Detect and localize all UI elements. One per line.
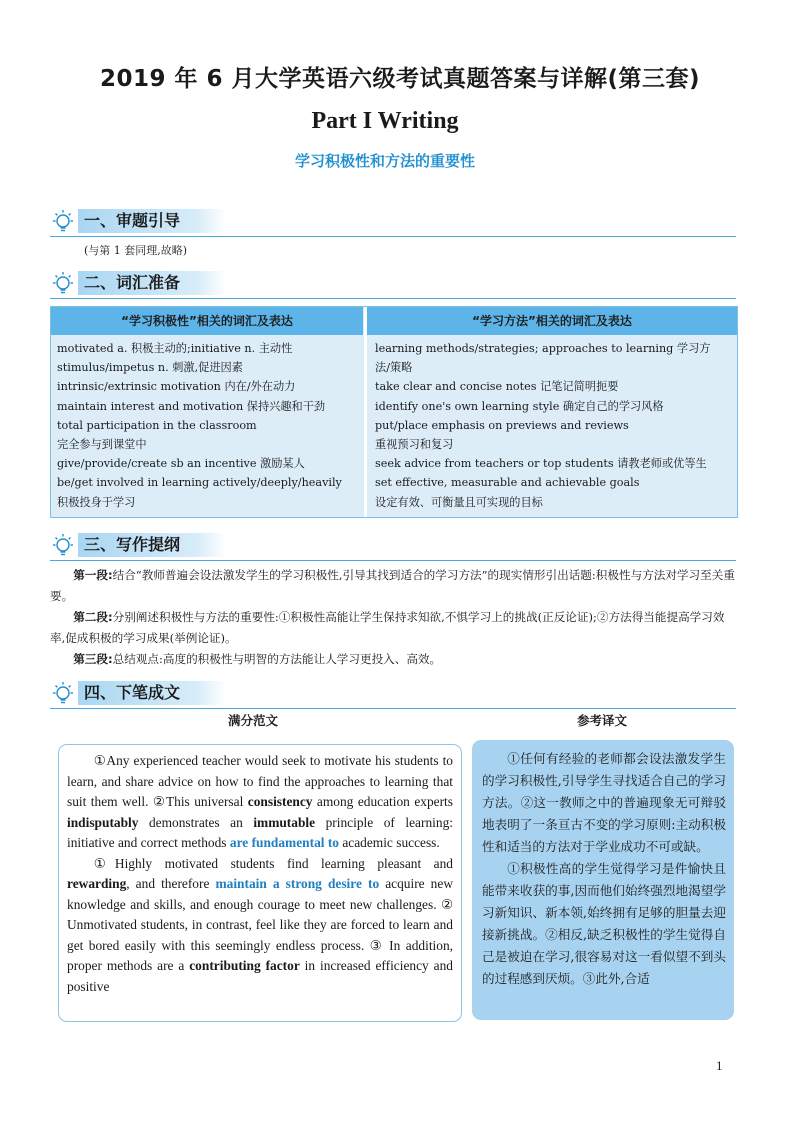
- vocab-line: take clear and concise notes 记笔记简明扼要: [375, 380, 619, 394]
- vocab-header-left: “学习积极性”相关的词汇及表达: [51, 307, 363, 335]
- section-note: (与第 1 套同理,故略): [84, 244, 188, 257]
- outline-label: 第一段:: [73, 568, 113, 582]
- section-title-3: 三、写作提纲: [78, 533, 226, 557]
- translation-text: [482, 748, 726, 990]
- vocab-line: seek advice from teachers or top students 请教老师或优等生: [375, 457, 707, 471]
- outline-paragraph: [50, 607, 736, 649]
- part-title: Part I Writing: [311, 108, 459, 134]
- vocab-line: motivated a. 积极主动的;initiative n. 主动性: [57, 342, 293, 355]
- section-title-2: 二、词汇准备: [78, 271, 226, 295]
- page-number: 1: [716, 1058, 723, 1073]
- vocab-line: put/place emphasis on previews and reviews: [375, 418, 629, 432]
- section-header-2: [50, 270, 736, 299]
- outline-label: 第三段:: [73, 652, 113, 666]
- outline-paragraph: [50, 565, 736, 607]
- outline-text: 分别阐述积极性与方法的重要性:①积极性高能让学生保持求知欲,不惧学习上的挑战(正反论证);②方法得当能提高学习效率,促成积极的学习成果(举例论证)。: [50, 610, 725, 645]
- section-header-1: [50, 208, 736, 237]
- lightbulb-icon: [50, 270, 76, 298]
- vocab-line: identify one's own learning style 确定自己的学习风格: [375, 399, 664, 413]
- lightbulb-icon: [50, 680, 76, 708]
- vocab-line: 重视预习和复习: [375, 438, 454, 452]
- model-essay-text: [67, 751, 453, 997]
- section-title-1: 一、审题引导: [78, 209, 226, 233]
- vocab-line: learning methods/strategies; approaches to learning 学习方: [375, 342, 711, 355]
- vocab-line: 完全参与到课堂中: [57, 438, 147, 452]
- model-essay-label: 满分范文: [228, 713, 279, 728]
- topic-title: 学习积极性和方法的重要性: [294, 152, 475, 170]
- section-header-4: [50, 680, 736, 709]
- vocab-line: 设定有效、可衡量且可实现的目标: [375, 495, 543, 509]
- essay-paragraph: ①Highly motivated students find learning pleasant and rewarding, and therefore maintain a strong desire to acquire new knowledge and skills, and enough courage to meet new challenges. ② Unmotivated students, in contrast, feel like they are forced to learn and get bored easily with this seemingly endless process. ③ In addition, proper methods are a contributing factor in increased efficiency and positive: [67, 855, 453, 994]
- outline-text: 结合“教师普遍会设法激发学生的学习积极性,引导其找到适合的学习方法”的现实情形引出话题:积极性与方法对学习至关重要。: [50, 568, 735, 603]
- vocab-line: 积极投身于学习: [57, 495, 136, 509]
- vocab-column-left: [57, 339, 357, 512]
- vocab-line: set effective, measurable and achievable goals: [375, 476, 640, 490]
- lightbulb-icon: [50, 208, 76, 236]
- vocab-line: stimulus/impetus n. 刺激,促进因素: [57, 361, 243, 375]
- vocab-line: intrinsic/extrinsic motivation 内在/外在动力: [57, 380, 296, 394]
- vocab-line: total participation in the classroom: [57, 418, 257, 432]
- translation-box: [472, 740, 734, 1020]
- vocab-column-right: [375, 339, 731, 512]
- section-title-4: 四、下笔成文: [78, 681, 226, 705]
- vocab-line: give/provide/create sb an incentive 激励某人: [57, 457, 305, 471]
- translation-paragraph: ①积极性高的学生觉得学习是件愉快且能带来收获的事,因而他们始终强烈地渴望学习新知识、新本领,始终拥有足够的胆量去迎接新挑战。②相反,缺乏积极性的学生觉得自己是被迫在学习,很容易对这一看似望不到头的过程感到厌烦。③此外,合适: [482, 861, 726, 986]
- outline-paragraph: [50, 649, 736, 670]
- translation-label: 参考译文: [577, 713, 628, 728]
- essay-paragraph: ①Any experienced teacher would seek to motivate his students to learn, and share advice on how to find the approaches to learning that suit them well. ②This universal consistency among education experts indisputably demonstrates an immutable principle of learning: initiative and correct methods are fundamental to academic success.: [67, 753, 453, 850]
- outline-label: 第二段:: [73, 610, 113, 624]
- page-title: 2019 年 6 月大学英语六级考试真题答案与详解(第三套): [99, 66, 701, 92]
- section-header-3: [50, 532, 736, 561]
- vocab-line: maintain interest and motivation 保持兴趣和干劲: [57, 399, 326, 413]
- model-essay-box: [58, 744, 462, 1022]
- vocab-header-right: “学习方法”相关的词汇及表达: [367, 307, 737, 335]
- vocab-line: 法/策略: [375, 361, 413, 375]
- translation-paragraph: ①任何有经验的老师都会设法激发学生的学习积极性,引导学生寻找适合自己的学习方法。②这一教师之中的普遍现象无可辩驳地表明了一条亘古不变的学习原则:主动积极性和适当的方法对于学业成功不可或缺。: [482, 751, 726, 854]
- writing-outline: [50, 565, 736, 670]
- outline-text: 总结观点:高度的积极性与明智的方法能让人学习更投入、高效。: [112, 652, 442, 666]
- vocab-table: [50, 306, 738, 518]
- lightbulb-icon: [50, 532, 76, 560]
- vocab-divider: [364, 307, 367, 517]
- vocab-line: be/get involved in learning actively/deeply/heavily: [57, 476, 342, 490]
